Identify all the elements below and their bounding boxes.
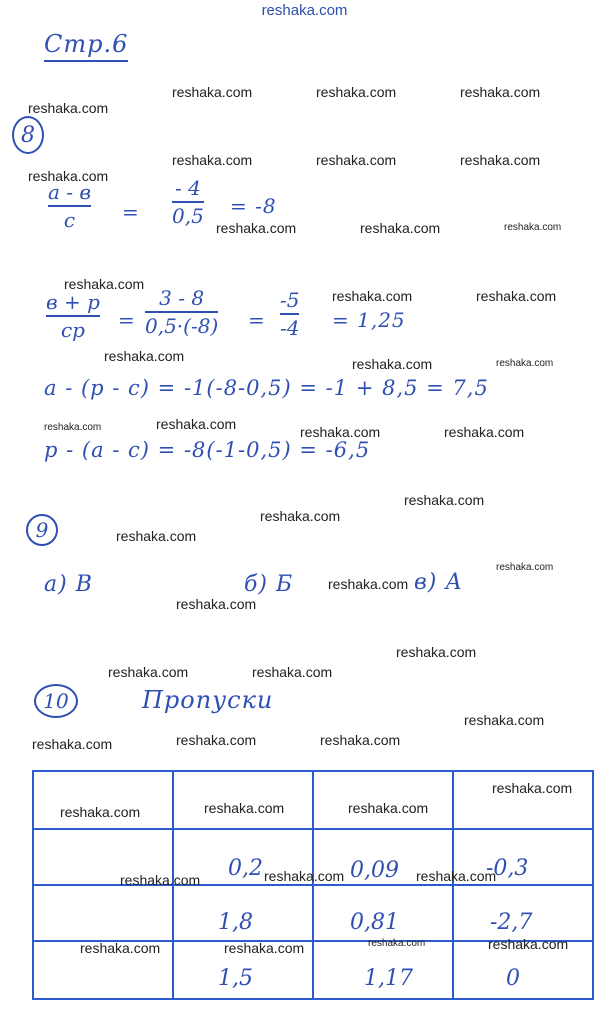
page-header: Стр.6 <box>44 30 128 62</box>
watermark: reshaka.com <box>64 276 145 292</box>
grid-line <box>592 770 594 1000</box>
watermark: reshaka.com <box>104 348 185 364</box>
table-cell: 0,81 <box>350 910 399 935</box>
watermark: reshaka.com <box>120 872 201 888</box>
watermark: reshaka.com <box>460 152 541 168</box>
watermark: reshaka.com <box>172 152 253 168</box>
task8-expr1-result-fraction: - 4 0,5 <box>172 176 204 228</box>
watermark: reshaka.com <box>176 732 257 748</box>
watermark: reshaka.com <box>476 288 557 304</box>
watermark: reshaka.com <box>348 800 429 816</box>
watermark: reshaka.com <box>176 596 257 612</box>
watermark: reshaka.com <box>116 528 197 544</box>
watermark: reshaka.com <box>172 84 253 100</box>
watermark: reshaka.com <box>320 732 401 748</box>
watermark: reshaka.com <box>496 562 554 573</box>
task10-number: 10 <box>34 684 78 718</box>
task10-label: Пропуски <box>142 686 274 714</box>
watermark: reshaka.com <box>488 936 569 952</box>
watermark: reshaka.com <box>80 940 161 956</box>
watermark: reshaka.com <box>504 222 562 233</box>
task8-expr2-eq: = <box>118 308 136 332</box>
watermark: reshaka.com <box>464 712 545 728</box>
task8-expr2-eq2: = <box>248 308 266 332</box>
table-cell: 1,5 <box>218 966 253 991</box>
grid-line <box>312 770 314 1000</box>
watermark: reshaka.com <box>216 220 297 236</box>
watermark: reshaka.com <box>416 868 497 884</box>
task8-line4: p - (a - c) = -8(-1-0,5) = -6,5 <box>44 438 371 462</box>
watermark: reshaka.com <box>496 358 554 369</box>
task8-expr2-result-fraction: -5 -4 <box>280 288 300 340</box>
task8-expr1-eq: = <box>122 200 140 224</box>
watermark: reshaka.com <box>404 492 485 508</box>
watermark: reshaka.com <box>444 424 525 440</box>
watermark: reshaka.com <box>224 940 305 956</box>
task9-answer-v: в) А <box>414 570 464 595</box>
watermark: reshaka.com <box>260 508 341 524</box>
watermark: reshaka.com <box>60 804 141 820</box>
table-cell: 0,2 <box>228 856 263 881</box>
task8-expr2-fraction: в + p cp <box>46 290 100 342</box>
watermark: reshaka.com <box>28 100 109 116</box>
task9-answer-b: б) Б <box>244 572 294 597</box>
grid-line <box>32 770 34 1000</box>
table-cell: 1,17 <box>364 966 413 991</box>
watermark: reshaka.com <box>460 84 541 100</box>
task8-expr1-result: = -8 <box>230 194 277 218</box>
watermark: reshaka.com <box>360 220 441 236</box>
watermark: reshaka.com <box>300 424 381 440</box>
watermark: reshaka.com <box>252 664 333 680</box>
task9-number: 9 <box>26 514 58 546</box>
table-cell: 1,8 <box>218 910 253 935</box>
site-header: reshaka.com <box>261 2 348 19</box>
watermark: reshaka.com <box>328 576 409 592</box>
watermark: reshaka.com <box>332 288 413 304</box>
table-cell: -2,7 <box>490 910 533 935</box>
task8-line3: a - (p - c) = -1(-8-0,5) = -1 + 8,5 = 7,5 <box>44 376 489 400</box>
watermark: reshaka.com <box>264 868 345 884</box>
grid-line <box>452 770 454 1000</box>
task8-expr1-fraction: a - в c <box>48 180 92 232</box>
watermark: reshaka.com <box>32 736 113 752</box>
watermark: reshaka.com <box>44 422 102 433</box>
table-cell: 0,09 <box>350 858 399 883</box>
watermark: reshaka.com <box>368 938 426 949</box>
task8-expr2-result: = 1,25 <box>332 308 406 332</box>
watermark: reshaka.com <box>108 664 189 680</box>
task9-answer-a: а) В <box>44 572 93 597</box>
task8-number: 8 <box>12 116 44 154</box>
watermark: reshaka.com <box>156 416 237 432</box>
table-cell: 0 <box>506 966 520 991</box>
watermark: reshaka.com <box>316 84 397 100</box>
watermark: reshaka.com <box>28 168 109 184</box>
watermark: reshaka.com <box>396 644 477 660</box>
watermark: reshaka.com <box>352 356 433 372</box>
watermark: reshaka.com <box>316 152 397 168</box>
table-cell: -0,3 <box>486 856 529 881</box>
task8-expr2-mid-fraction: 3 - 8 0,5·(-8) <box>145 286 219 338</box>
watermark: reshaka.com <box>492 780 573 796</box>
watermark: reshaka.com <box>204 800 285 816</box>
